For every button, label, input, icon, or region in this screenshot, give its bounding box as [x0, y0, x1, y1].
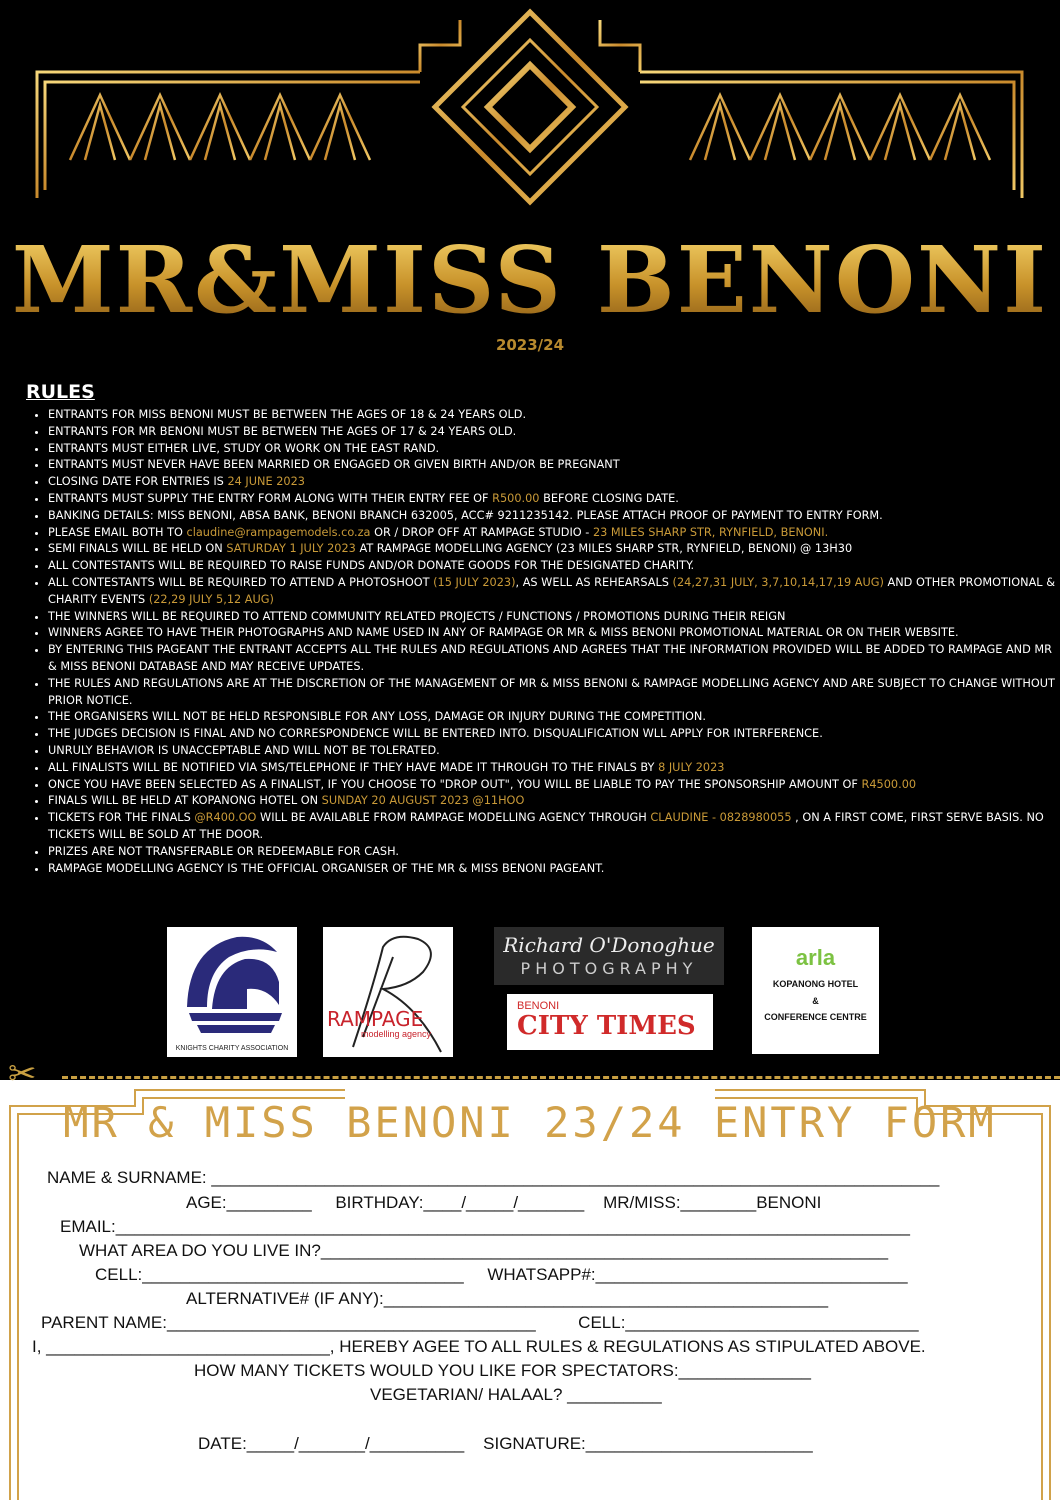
rule-text: BANKING DETAILS: MISS BENONI, ABSA BANK, BENONI BRANCH 632005, ACC# 9211235142. PLEASE ATTACH PROOF OF PAYMENT TO ENTRY FORM.	[48, 508, 883, 522]
kopanong-amp: &	[812, 996, 819, 1006]
rule-item	[48, 625, 1058, 642]
rampage-logo	[323, 927, 453, 1057]
rule-highlight: SUNDAY 20 AUGUST 2023 @11HOO	[321, 794, 525, 808]
rule-text: ONCE YOU HAVE BEEN SELECTED AS A FINALIST, IF YOU CHOOSE TO "DROP OUT", YOU WILL BE LIABLE TO PAY THE SPONSORSHIP AMOUNT OF	[48, 777, 862, 791]
rule-highlight: R500.00	[492, 491, 540, 505]
rule-highlight: (22,29 JULY 5,12 AUG)	[148, 592, 274, 606]
agreement-field[interactable]: I, ______________________________, HEREBY AGEE TO ALL RULES & REGULATIONS AS STIPULATED ABOVE.	[32, 1337, 926, 1356]
rule-item	[48, 424, 1058, 441]
city-times-name: CITY TIMES	[517, 1011, 696, 1041]
entry-form-title: MR & MISS BENONI 23/24 ENTRY FORM	[63, 1098, 997, 1147]
richard-photography: PHOTOGRAPHY	[520, 959, 698, 978]
rule-item	[48, 609, 1058, 626]
rule-item	[48, 844, 1058, 861]
rule-highlight: 23 MILES SHARP STR, RYNFIELD, BENONI.	[592, 525, 829, 539]
city-times-logo	[507, 994, 713, 1050]
rule-text: BY ENTERING THIS PAGEANT THE ENTRANT ACCEPTS ALL THE RULES AND REGULATIONS AND AGREES THAT THE INFORMATION PROVIDED WILL BE ADDED TO RAMPAGE AND MR & MISS BENONI DATABASE AND MAY RECEIVE UPDATES.	[48, 643, 1053, 673]
rule-highlight: claudine@rampagemodels.co.za	[186, 525, 371, 539]
rule-text: WILL BE AVAILABLE FROM RAMPAGE MODELLING AGENCY THROUGH	[256, 811, 651, 825]
rule-highlight: 24 JUNE 2023	[227, 475, 305, 489]
rule-text: ENTRANTS MUST SUPPLY THE ENTRY FORM ALONG WITH THEIR ENTRY FEE OF	[48, 491, 493, 505]
rule-item	[48, 441, 1058, 458]
rule-highlight: (15 JULY 2023)	[433, 575, 516, 589]
rule-item	[48, 525, 1058, 542]
rule-text: WINNERS AGREE TO HAVE THEIR PHOTOGRAPHS AND NAME USED IN ANY OF RAMPAGE OR MR & MISS BENONI PROMOTIONAL MATERIAL OR ON THEIR WEBSITE.	[48, 626, 959, 640]
rule-text: AND OTHER PROMOTIONAL & CHARITY EVENTS	[48, 575, 1056, 606]
vegetarian-halaal-field[interactable]: VEGETARIAN/ HALAAL? __________	[370, 1385, 662, 1404]
pageant-year: 2023/24	[495, 336, 565, 354]
rule-item	[48, 491, 1058, 508]
rule-item	[48, 407, 1058, 424]
rule-highlight: 8 JULY 2023	[658, 760, 725, 774]
age-birthday-field[interactable]: AGE:_________ BIRTHDAY:____/_____/_______ MR/MISS:________BENONI	[186, 1193, 822, 1212]
rule-item	[48, 508, 1058, 525]
cut-line	[62, 1076, 1060, 1079]
rule-text: UNRULY BEHAVIOR IS UNACCEPTABLE AND WILL NOT BE TOLERATED.	[48, 743, 440, 757]
rule-highlight: SATURDAY 1 JULY 2023	[226, 542, 356, 556]
rule-text: BEFORE CLOSING DATE.	[539, 491, 679, 505]
rule-text: SEMI FINALS WILL BE HELD ON	[48, 542, 227, 556]
rule-text: CLOSING DATE FOR ENTRIES IS	[48, 475, 228, 489]
rules-list	[30, 407, 1058, 877]
rule-item	[48, 474, 1058, 491]
rule-text: ENTRANTS FOR MR BENONI MUST BE BETWEEN THE AGES OF 17 & 24 YEARS OLD.	[48, 424, 517, 438]
email-field[interactable]: EMAIL:____________________________________________________________________________________	[60, 1217, 910, 1236]
rule-item	[48, 575, 1058, 609]
parent-name-field[interactable]: PARENT NAME:_______________________________________ CELL:_______________________________	[41, 1313, 919, 1332]
rule-highlight: CLAUDINE - 0828980055	[650, 811, 792, 825]
rule-highlight: @R400.OO	[194, 811, 257, 825]
date-signature-field[interactable]: DATE:_____/_______/__________ SIGNATURE:________________________	[198, 1434, 813, 1453]
rule-text: ENTRANTS MUST NEVER HAVE BEEN MARRIED OR ENGAGED OR GIVEN BIRTH AND/OR BE PREGNANT	[48, 458, 620, 472]
rule-item	[48, 760, 1058, 777]
rule-item	[48, 861, 1058, 878]
rampage-wordmark: RAMPAGE	[327, 1007, 424, 1031]
rule-text: PRIZES ARE NOT TRANSFERABLE OR REDEEMABLE FOR CASH.	[48, 844, 399, 858]
kopanong-logo	[752, 927, 879, 1054]
pageant-title: MR&MISS BENONI	[0, 230, 1060, 330]
name-surname-field[interactable]: NAME & SURNAME: _____________________________________________________________________________	[47, 1168, 940, 1187]
rule-item	[48, 541, 1058, 558]
rule-item	[48, 793, 1058, 810]
tickets-field[interactable]: HOW MANY TICKETS WOULD YOU LIKE FOR SPECTATORS:______________	[194, 1361, 811, 1380]
rule-text: THE WINNERS WILL BE REQUIRED TO ATTEND COMMUNITY RELATED PROJECTS / FUNCTIONS / PROMOTIONS DURING THEIR REIGN	[48, 609, 786, 623]
arla-wordmark: arla	[795, 945, 836, 970]
cell-whatsapp-field[interactable]: CELL:__________________________________ WHATSAPP#:_________________________________	[95, 1265, 908, 1284]
rule-text: , AS WELL AS REHEARSALS	[515, 575, 673, 589]
alternative-number-field[interactable]: ALTERNATIVE# (IF ANY):_______________________________________________	[186, 1289, 829, 1308]
art-deco-ornament	[0, 0, 1060, 230]
rule-item	[48, 810, 1058, 844]
rule-text: OR / DROP OFF AT RAMPAGE STUDIO -	[370, 525, 593, 539]
knight-helmet-icon	[167, 927, 297, 1039]
rule-text: THE JUDGES DECISION IS FINAL AND NO CORRESPONDENCE WILL BE ENTERED INTO. DISQUALIFICATION WLL APPLY FOR INTERFERENCE.	[48, 727, 823, 741]
rule-text: FINALS WILL BE HELD AT KOPANONG HOTEL ON	[48, 794, 322, 808]
city-times-benoni: BENONI	[517, 1000, 560, 1012]
rule-text: , ON A FIRST COME, FIRST SERVE BASIS. NO TICKETS WILL BE SOLD AT THE DOOR.	[48, 811, 1044, 841]
richard-name: Richard O'Donoghue	[503, 933, 715, 957]
rule-text: ALL CONTESTANTS WILL BE REQUIRED TO RAISE FUNDS AND/OR DONATE GOODS FOR THE DESIGNATED CHARITY.	[48, 559, 695, 573]
pageant-title-wrap	[0, 226, 1060, 334]
richard-logo	[494, 927, 724, 985]
kopanong-line2: CONFERENCE CENTRE	[764, 1012, 867, 1022]
rule-text: RAMPAGE MODELLING AGENCY IS THE OFFICIAL ORGANISER OF THE MR & MISS BENONI PAGEANT.	[48, 861, 605, 875]
kopanong-line1: KOPANONG HOTEL	[772, 979, 859, 989]
rule-text: ENTRANTS MUST EITHER LIVE, STUDY OR WORK ON THE EAST RAND.	[48, 441, 440, 455]
rule-text: THE RULES AND REGULATIONS ARE AT THE DISCRETION OF THE MANAGEMENT OF MR & MISS BENONI & RAMPAGE MODELLING AGENCY AND ARE SUBJECT TO CHANGE WITHOUT PRIOR NOTICE.	[48, 676, 1055, 707]
rule-item	[48, 457, 1058, 474]
rule-text: THE ORGANISERS WILL NOT BE HELD RESPONSIBLE FOR ANY LOSS, DAMAGE OR INJURY DURING THE COMPETITION.	[48, 710, 706, 724]
rules-heading: RULES	[26, 381, 95, 403]
rule-item	[48, 676, 1058, 710]
rampage-subtitle: modelling agency	[361, 1029, 432, 1039]
scissors-icon: ✂	[8, 1055, 37, 1093]
knights-logo	[167, 927, 297, 1057]
rule-text: TICKETS FOR THE FINALS	[48, 811, 195, 825]
rule-text: AT RAMPAGE MODELLING AGENCY (23 MILES SHARP STR, RYNFIELD, BENONI) @ 13H30	[355, 542, 853, 556]
rule-item	[48, 642, 1058, 676]
rule-item	[48, 726, 1058, 743]
knights-caption: KNIGHTS CHARITY ASSOCIATION	[175, 1045, 289, 1052]
rule-item	[48, 558, 1058, 575]
rule-highlight: R4500.00	[861, 777, 917, 791]
rule-text: PLEASE EMAIL BOTH TO	[48, 525, 187, 539]
area-field[interactable]: WHAT AREA DO YOU LIVE IN?____________________________________________________________	[79, 1241, 889, 1260]
rule-text: ALL FINALISTS WILL BE NOTIFIED VIA SMS/TELEPHONE IF THEY HAVE MADE IT THROUGH TO THE FINALS BY	[48, 760, 659, 774]
rule-text: ALL CONTESTANTS WILL BE REQUIRED TO ATTEND A PHOTOSHOOT	[48, 575, 434, 589]
rule-item	[48, 743, 1058, 760]
rule-text: ENTRANTS FOR MISS BENONI MUST BE BETWEEN THE AGES OF 18 & 24 YEARS OLD.	[48, 408, 527, 421]
rule-highlight: (24,27,31 JULY, 3,7,10,14,17,19 AUG)	[672, 575, 884, 589]
rule-item	[48, 709, 1058, 726]
rule-item	[48, 777, 1058, 794]
